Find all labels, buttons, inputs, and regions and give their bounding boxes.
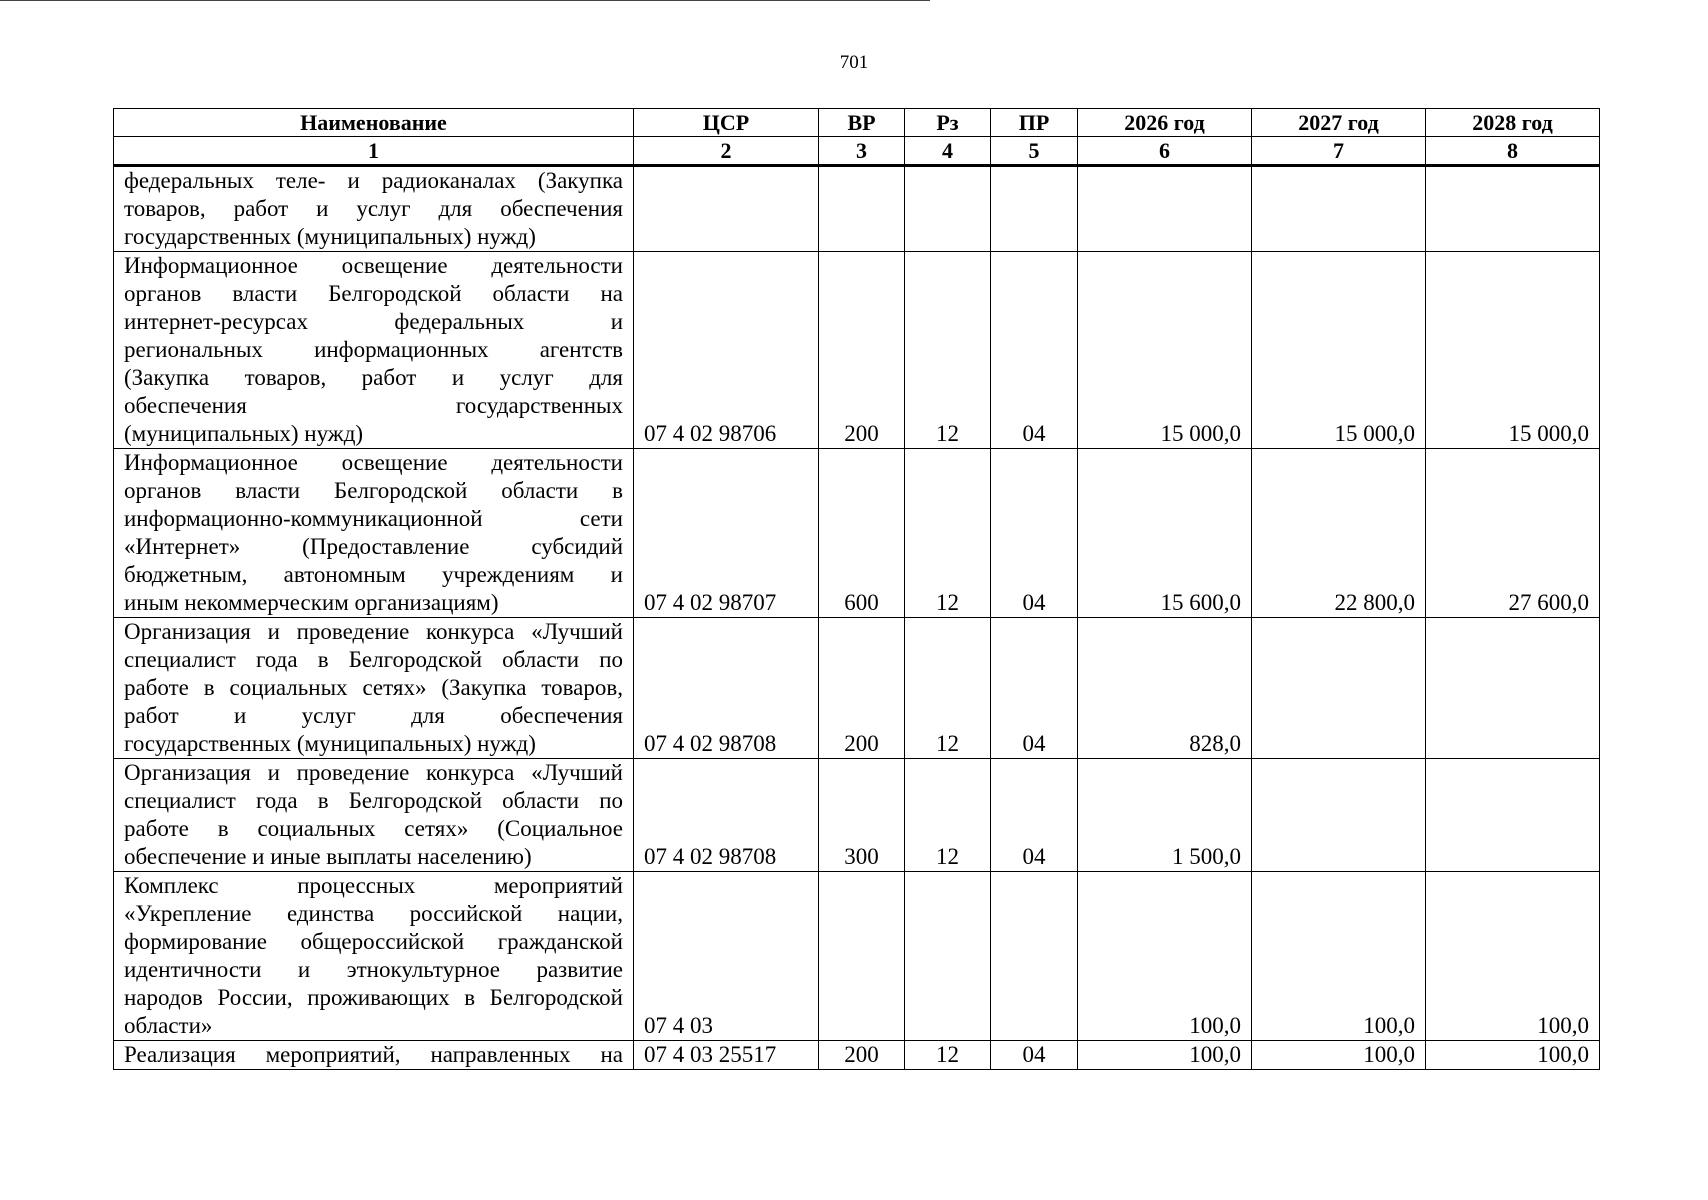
cell-rz: 12 <box>905 759 991 872</box>
column-number: 7 <box>1252 137 1426 166</box>
cell-2028: 15 000,0 <box>1426 252 1600 449</box>
header-pr: ПР <box>991 109 1078 137</box>
cell-name <box>114 759 634 872</box>
cell-csr: 07 4 03 25517 <box>634 1041 819 1070</box>
cell-pr: 04 <box>991 618 1078 759</box>
column-number: 3 <box>819 137 905 166</box>
cell-2027: 15 000,0 <box>1252 252 1426 449</box>
cell-2028 <box>1426 618 1600 759</box>
cell-vr: 300 <box>819 759 905 872</box>
cell-name-line: обеспечение и иные выплаты населению) <box>124 844 532 869</box>
cell-name-line: товаров, работ и услуг для обеспечения <box>124 196 623 221</box>
cell-name-line: работе в социальных сетях» (Закупка товаров, <box>124 675 623 700</box>
cell-name <box>114 252 634 449</box>
table-row <box>114 618 1600 759</box>
cell-rz: 12 <box>905 618 991 759</box>
table-row <box>114 1041 1600 1070</box>
cell-name-line: обеспечения государственных <box>124 393 623 418</box>
header-2027: 2027 год <box>1252 109 1426 137</box>
cell-name-line: региональных информационных агентств <box>124 337 623 362</box>
cell-2026: 100,0 <box>1078 1041 1252 1070</box>
cell-2026: 15 000,0 <box>1078 252 1252 449</box>
column-number-row <box>114 137 1600 166</box>
table-row <box>114 872 1600 1041</box>
cell-csr <box>634 166 819 252</box>
cell-rz: 12 <box>905 449 991 618</box>
cell-name-line: специалист года в Белгородской области по <box>124 788 623 813</box>
header-csr: ЦСР <box>634 109 819 137</box>
cell-name-line: (Закупка товаров, работ и услуг для <box>124 365 623 390</box>
column-number: 5 <box>991 137 1078 166</box>
cell-rz <box>905 872 991 1041</box>
table-body <box>114 166 1600 1070</box>
cell-2027 <box>1252 166 1426 252</box>
cell-2027: 22 800,0 <box>1252 449 1426 618</box>
cell-rz <box>905 166 991 252</box>
cell-name-line: идентичности и этнокультурное развитие <box>124 957 623 982</box>
cell-2028 <box>1426 759 1600 872</box>
cell-name-line: работ и услуг для обеспечения <box>124 703 623 728</box>
cell-name-line: Комплекс процессных мероприятий <box>124 873 623 898</box>
cell-name-line: органов власти Белгородской области на <box>124 281 623 306</box>
cell-name-line: формирование общероссийской гражданской <box>124 929 623 954</box>
cell-name-line: бюджетным, автономным учреждениям и <box>124 562 623 587</box>
table-row <box>114 449 1600 618</box>
cell-rz: 12 <box>905 1041 991 1070</box>
cell-2028 <box>1426 166 1600 252</box>
column-number: 2 <box>634 137 819 166</box>
page-number: 701 <box>839 52 869 73</box>
cell-csr: 07 4 02 98708 <box>634 618 819 759</box>
cell-2026: 15 600,0 <box>1078 449 1252 618</box>
cell-name-line: области» <box>124 1013 213 1038</box>
cell-name-line: государственных (муниципальных) нужд) <box>124 224 536 249</box>
cell-name-line: Информационное освещение деятельности <box>124 253 623 278</box>
column-number: 1 <box>114 137 634 166</box>
column-number: 8 <box>1426 137 1600 166</box>
cell-pr: 04 <box>991 252 1078 449</box>
cell-pr <box>991 872 1078 1041</box>
cell-2028: 27 600,0 <box>1426 449 1600 618</box>
cell-vr: 200 <box>819 618 905 759</box>
scan-top-edge-line <box>0 0 930 1</box>
cell-2027 <box>1252 618 1426 759</box>
cell-name-line: работе в социальных сетях» (Социальное <box>124 816 623 841</box>
cell-name-line: «Укрепление единства российской нации, <box>124 901 623 926</box>
table-row <box>114 166 1600 252</box>
header-name: Наименование <box>114 109 634 137</box>
cell-name <box>114 618 634 759</box>
cell-pr <box>991 166 1078 252</box>
cell-name-line: «Интернет» (Предоставление субсидий <box>124 534 623 559</box>
header-rz: Рз <box>905 109 991 137</box>
cell-vr: 200 <box>819 252 905 449</box>
cell-name-line: интернет-ресурсах федеральных и <box>124 309 623 334</box>
cell-vr: 600 <box>819 449 905 618</box>
cell-pr: 04 <box>991 449 1078 618</box>
cell-vr <box>819 872 905 1041</box>
cell-2028: 100,0 <box>1426 1041 1600 1070</box>
header-row <box>114 109 1600 137</box>
cell-name <box>114 166 634 252</box>
cell-name <box>114 449 634 618</box>
cell-2026 <box>1078 166 1252 252</box>
cell-name-line: Организация и проведение конкурса «Лучший <box>124 760 623 785</box>
cell-name-line: специалист года в Белгородской области по <box>124 647 623 672</box>
cell-vr: 200 <box>819 1041 905 1070</box>
table-row <box>114 759 1600 872</box>
cell-name-line: Организация и проведение конкурса «Лучший <box>124 619 623 644</box>
cell-2026: 828,0 <box>1078 618 1252 759</box>
cell-2026: 100,0 <box>1078 872 1252 1041</box>
column-number: 4 <box>905 137 991 166</box>
cell-csr: 07 4 02 98707 <box>634 449 819 618</box>
cell-2028: 100,0 <box>1426 872 1600 1041</box>
budget-table <box>113 108 1600 1070</box>
cell-2027: 100,0 <box>1252 872 1426 1041</box>
cell-2027: 100,0 <box>1252 1041 1426 1070</box>
cell-name-line: государственных (муниципальных) нужд) <box>124 731 536 756</box>
cell-rz: 12 <box>905 252 991 449</box>
cell-csr: 07 4 02 98708 <box>634 759 819 872</box>
table-row <box>114 252 1600 449</box>
cell-2027 <box>1252 759 1426 872</box>
cell-csr: 07 4 03 <box>634 872 819 1041</box>
header-vr: ВР <box>819 109 905 137</box>
cell-name <box>114 1041 634 1070</box>
cell-name-line: Информационное освещение деятельности <box>124 450 623 475</box>
cell-name-line: информационно-коммуникационной сети <box>124 506 623 531</box>
cell-name <box>114 872 634 1041</box>
cell-name-line: Реализация мероприятий, направленных на <box>124 1042 623 1067</box>
cell-name-line: иным некоммерческим организациям) <box>124 590 499 615</box>
header-2026: 2026 год <box>1078 109 1252 137</box>
cell-name-line: (муниципальных) нужд) <box>124 421 364 446</box>
cell-pr: 04 <box>991 1041 1078 1070</box>
cell-pr: 04 <box>991 759 1078 872</box>
cell-name-line: органов власти Белгородской области в <box>124 478 623 503</box>
cell-2026: 1 500,0 <box>1078 759 1252 872</box>
cell-vr <box>819 166 905 252</box>
header-2028: 2028 год <box>1426 109 1600 137</box>
cell-csr: 07 4 02 98706 <box>634 252 819 449</box>
cell-name-line: федеральных теле- и радиоканалах (Закупка <box>124 168 623 193</box>
cell-name-line: народов России, проживающих в Белгородской <box>124 985 623 1010</box>
column-number: 6 <box>1078 137 1252 166</box>
